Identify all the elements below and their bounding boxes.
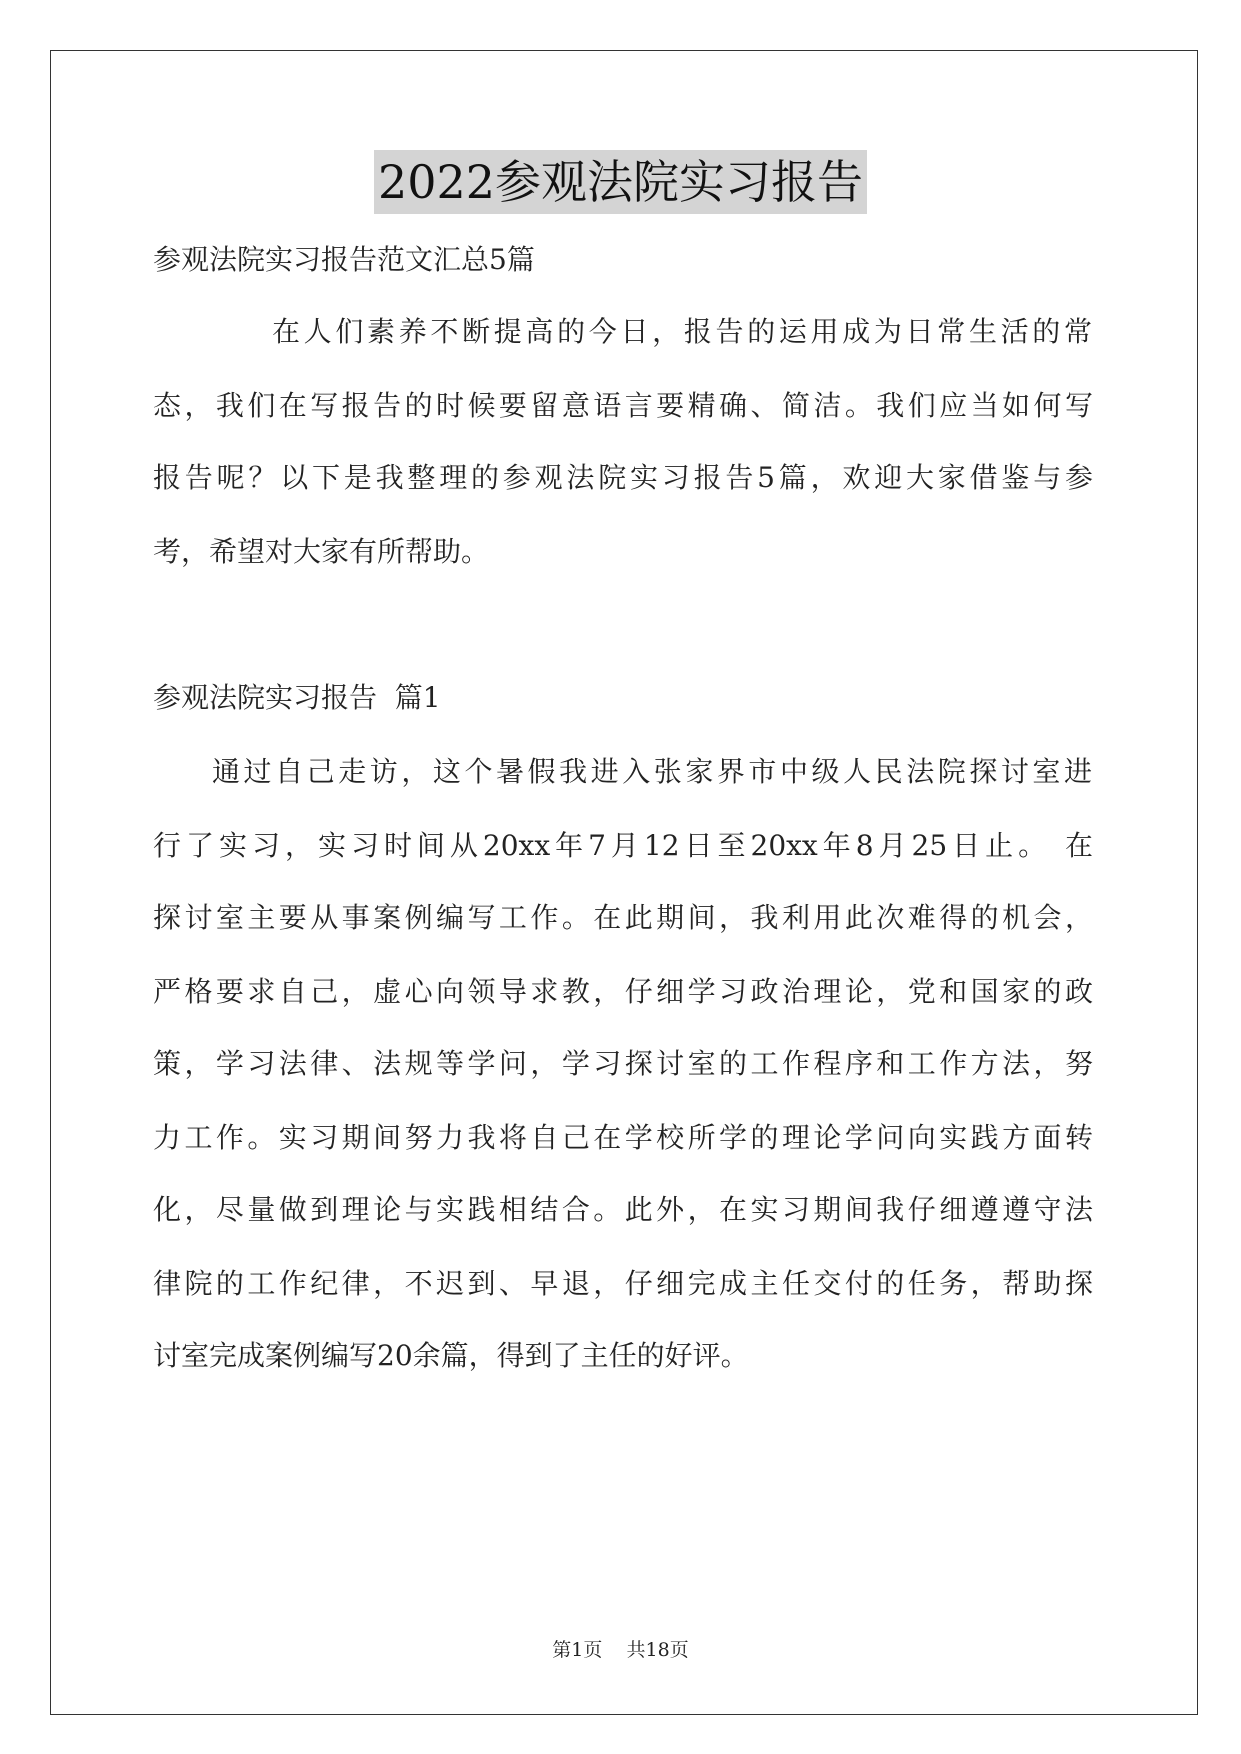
section-line: 严格要求自己，虚心向领导求教，仔细学习政治理论，党和国家的政	[153, 975, 1093, 1008]
section-line: 探讨室主要从事案例编写工作。在此期间，我利用此次难得的机会，	[153, 901, 1093, 934]
intro-line: 考，希望对大家有所帮助。	[153, 535, 490, 568]
document-title: 2022参观法院实习报告	[374, 150, 867, 214]
section-line: 讨室完成案例编写20余篇，得到了主任的好评。	[153, 1339, 749, 1372]
section-line: 化，尽量做到理论与实践相结合。此外，在实习期间我仔细遵遵守法	[153, 1193, 1093, 1226]
intro-line: 态，我们在写报告的时候要留意语言要精确、简洁。我们应当如何写	[153, 389, 1093, 422]
page-footer: 第1页 共18页	[552, 1639, 689, 1661]
document-subtitle: 参观法院实习报告范文汇总5篇	[153, 243, 535, 276]
section-line: 律院的工作纪律，不迟到、早退，仔细完成主任交付的任务，帮助探	[153, 1267, 1093, 1300]
section-line: 通过自己走访，这个暑假我进入张家界市中级人民法院探讨室进	[212, 755, 1092, 788]
page-border	[50, 50, 1198, 1715]
title-container	[0, 150, 1241, 214]
section-line: 力工作。实习期间努力我将自己在学校所学的理论学问向实践方面转	[153, 1121, 1093, 1154]
section-heading: 参观法院实习报告 篇1	[153, 681, 441, 714]
section-line: 行了实习，实习时间从20xx年7月12日至20xx年8月25日止。 在	[153, 829, 1093, 862]
section-line: 策，学习法律、法规等学问，学习探讨室的工作程序和工作方法，努	[153, 1047, 1093, 1080]
intro-line: 在人们素养不断提高的今日，报告的运用成为日常生活的常	[272, 315, 1092, 348]
intro-line: 报告呢？以下是我整理的参观法院实习报告5篇，欢迎大家借鉴与参	[153, 461, 1093, 494]
